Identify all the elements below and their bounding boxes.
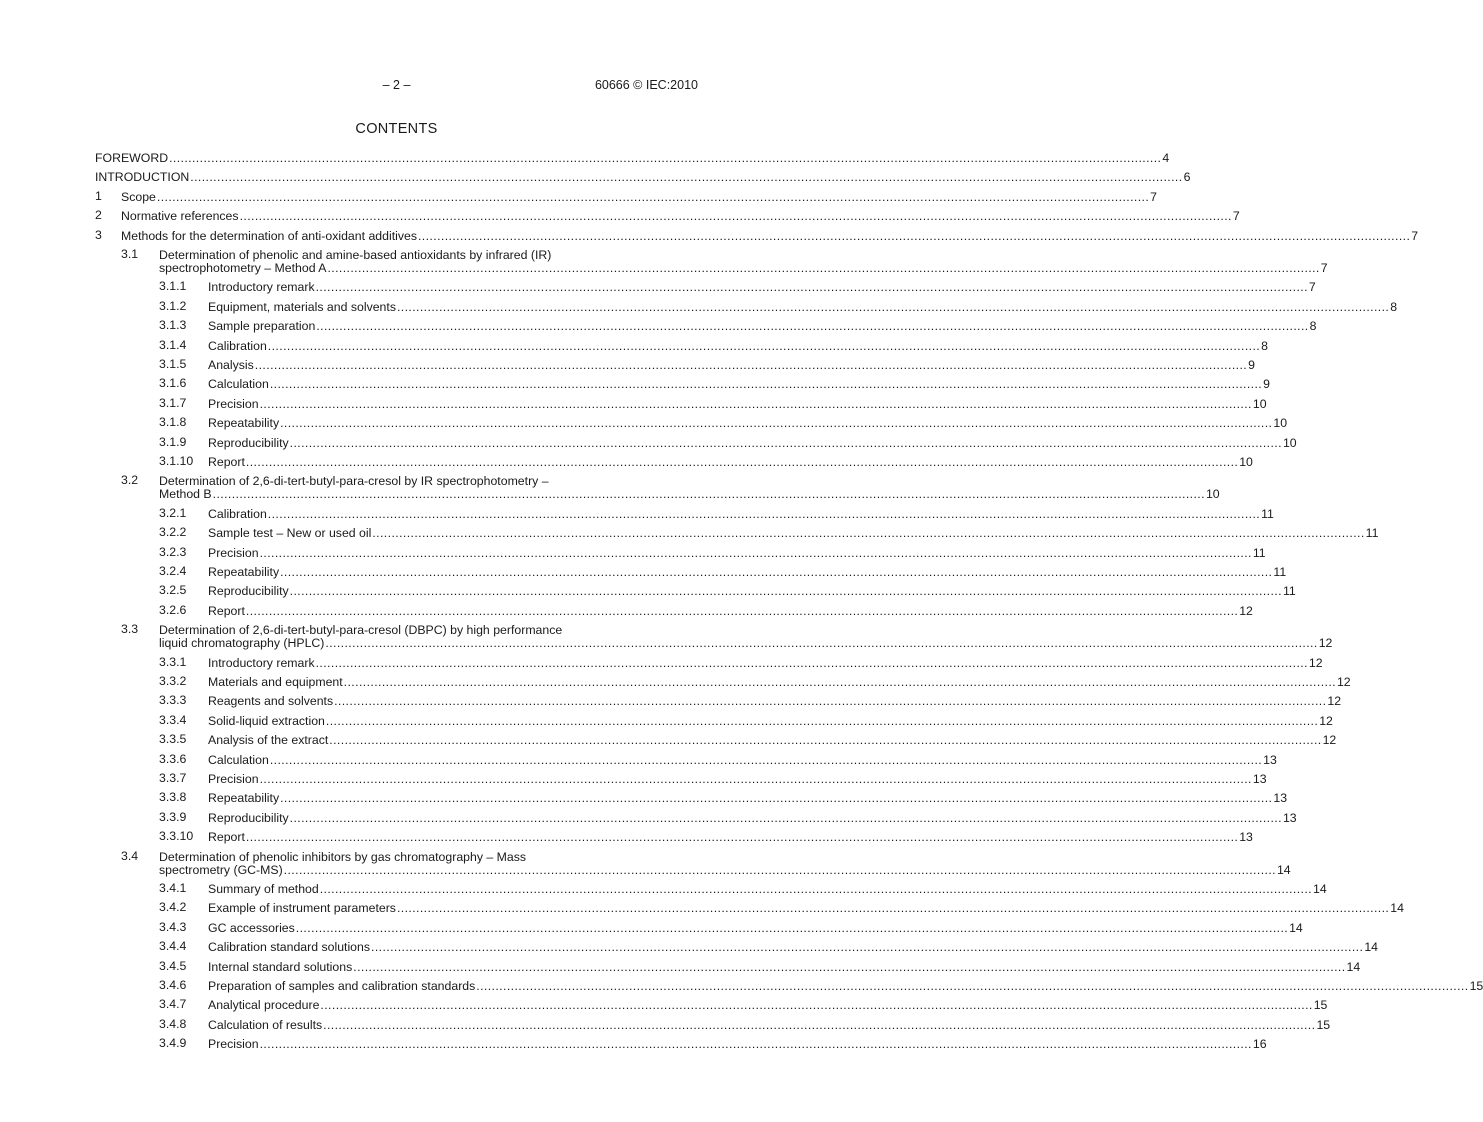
toc-section-number: 3.3.9 [159,809,187,824]
toc-entry[interactable] [95,188,1158,205]
toc-leader-dots: .................................................................................................................................................................................................................................................................... [319,882,1313,896]
toc-entry[interactable] [95,602,1253,619]
toc-section-number: 3.3.10 [159,829,194,844]
toc-page-number: 12 [1308,655,1323,670]
toc-section-number: 3.1.2 [159,298,187,313]
toc-entry-title: Scope [121,189,156,204]
toc-section-number: 1 [95,188,102,203]
toc-leader-dots: .................................................................................................................................................................................................................................................................... [259,772,1252,786]
toc-leader-dots: .................................................................................................................................................................................................................................................................... [315,655,1308,670]
toc-leader-dots: .................................................................................................................................................................................................................................................................... [476,979,1469,993]
toc-leader-dots: .................................................................................................................................................................................................................................................................... [267,338,1261,353]
toc-page-number: 12 [1322,733,1337,748]
toc-entry-title: Precision [208,396,259,411]
toc-leader-dots: .................................................................................................................................................................................................................................................................... [280,416,1273,431]
toc-page-number: 13 [1282,810,1297,825]
toc-section-number: 3.4.6 [159,978,187,992]
toc-entry[interactable] [95,544,1266,561]
toc-leader-dots: .................................................................................................................................................................................................................................................................... [280,565,1273,579]
toc-entry[interactable] [95,674,1351,690]
toc-leader-dots: .................................................................................................................................................................................................................................................................... [353,959,1346,974]
toc-page-number: 4 [1162,151,1170,165]
toc-section-number: 3.4.9 [159,1036,187,1051]
toc-page-number: 13 [1239,830,1253,845]
toc-leader-dots: .................................................................................................................................................................................................................................................................... [329,733,1322,748]
toc-entry-title: Summary of method [208,882,319,896]
toc-page-number: 6 [1183,170,1191,185]
toc-entry-title: Repeatability [208,565,280,579]
toc-entry-title-line: Determination of 2,6-di-tert-butyl-para-cresol (DBPC) by high performance [159,623,563,638]
toc-section-number: 3.3.7 [159,771,187,785]
toc-leader-dots: .................................................................................................................................................................................................................................................................... [245,455,1239,469]
toc-entry-title: Calculation of results [208,1017,323,1032]
toc-page-number: 9 [1248,358,1255,372]
toc-section-number: 3.1.7 [159,395,187,410]
toc-leader-dots: .................................................................................................................................................................................................................................................................... [245,830,1239,845]
toc-leader-dots: .................................................................................................................................................................................................................................................................... [156,189,1150,204]
toc-entry[interactable] [95,357,1255,373]
toc-section-number: 3.1.5 [159,357,187,371]
toc-section-number: 3.1.6 [159,376,187,391]
toc-entry-title: Report [208,830,245,845]
toc-leader-dots: .................................................................................................................................................................................................................................................................... [327,261,1320,275]
toc-page-number: 8 [1261,338,1268,353]
toc-entry-title: FOREWORD [95,151,169,165]
toc-entry-title: Equipment, materials and solvents [208,299,396,314]
toc-entry[interactable] [95,848,1291,878]
toc-section-number: 3.1.10 [159,454,194,468]
page-title: CONTENTS [355,121,438,137]
toc-entry-title: Report [208,455,245,469]
toc-entry-title: Normative references [121,209,239,224]
toc-entry-title: Analysis of the extract [208,733,329,748]
toc-entry[interactable] [95,622,1333,651]
toc-page-number: 15 [1469,979,1483,993]
toc-section-number: 3.1.8 [159,415,187,430]
toc-leader-dots: .................................................................................................................................................................................................................................................................... [267,506,1261,521]
toc-section-number: 3.3.5 [159,732,187,747]
toc-page-number: 8 [1309,319,1317,334]
toc-page-number: 14 [1276,862,1291,877]
toc-page-number: 10 [1205,487,1220,502]
toc-entry-title: Reagents and solvents [208,694,334,709]
toc-leader-dots: .................................................................................................................................................................................................................................................................... [371,940,1364,955]
toc-leader-dots: .................................................................................................................................................................................................................................................................... [417,228,1411,243]
toc-entry[interactable] [95,208,1240,224]
toc-page-number: 12 [1319,713,1333,728]
toc-section-number: 3.3.2 [159,674,187,688]
toc-entry-title: Introductory remark [208,655,315,670]
toc-page-number: 12 [1327,694,1342,709]
toc-page-number: 7 [1308,280,1316,295]
toc-entry-title-line: Determination of 2,6-di-tert-butyl-para-cresol by IR spectrophotometry – [159,474,549,489]
toc-entry[interactable] [95,298,1398,315]
toc-section-number: 3.2.3 [159,544,187,559]
toc-entry[interactable] [95,247,1328,276]
toc-page-number: 10 [1239,455,1253,469]
toc-section-number: 3.1 [121,247,139,261]
toc-page-number: 7 [1150,189,1158,204]
toc-section-number: 3.4.4 [159,939,187,954]
toc-entry[interactable] [95,809,1297,826]
toc-page-number: 12 [1336,675,1351,689]
toc-entry[interactable] [95,693,1342,709]
toc-section-number: 3.3.3 [159,693,187,708]
toc-section-number: 3.2.5 [159,583,187,598]
toc-page-number: 11 [1365,526,1379,541]
toc-page-number: 10 [1252,396,1267,411]
toc-page-number: 10 [1282,435,1297,450]
toc-page-number: 14 [1346,959,1361,974]
toc-entry[interactable] [95,473,1220,502]
toc-section-number: 3.3.8 [159,790,187,805]
toc-leader-dots: .................................................................................................................................................................................................................................................................... [343,675,1336,689]
toc-section-number: 3.3.1 [159,654,187,669]
toc-section-number: 3.1.1 [159,279,187,294]
toc-page-number: 12 [1318,636,1333,651]
toc-entry-title: Calibration [208,338,267,353]
toc-entry[interactable] [95,583,1296,599]
toc-entry-title: Preparation of samples and calibration standards [208,979,476,993]
toc-leader-dots: .................................................................................................................................................................................................................................................................... [396,901,1390,916]
toc-entry[interactable] [95,227,1419,244]
toc-section-number: 3.4.1 [159,881,187,895]
toc-entry[interactable] [95,1036,1267,1052]
toc-entry[interactable] [95,505,1274,522]
toc-section-number: 3.2.2 [159,525,187,540]
toc-entry[interactable] [95,997,1328,1013]
toc-entry-title: spectrophotometry – Method A [159,261,327,275]
toc-entry[interactable] [95,415,1288,431]
toc-section-number: 3.3.4 [159,712,187,727]
toc-entry[interactable] [95,751,1277,768]
toc-entry-title: Analysis [208,358,254,372]
toc-entry-title: Sample test – New or used oil [208,526,372,541]
toc-entry-title: Solid-liquid extraction [208,713,325,728]
toc-leader-dots: .................................................................................................................................................................................................................................................................... [315,280,1308,295]
toc-entry-title: INTRODUCTION [95,170,190,185]
toc-page-number: 13 [1263,752,1277,767]
toc-entry-title: Analytical procedure [208,998,320,1013]
toc-page-number: 11 [1282,584,1296,599]
toc-entry[interactable] [95,1016,1331,1033]
toc-section-number: 3.2 [121,473,139,488]
toc-leader-dots: .................................................................................................................................................................................................................................................................... [396,299,1390,314]
toc-entry-title: Calculation [208,752,269,767]
toc-section-number: 3.2.4 [159,564,187,578]
toc-entry-title: Materials and equipment [208,675,343,689]
toc-entry[interactable] [95,712,1333,729]
toc-page-number: 7 [1320,261,1328,275]
toc-leader-dots: .................................................................................................................................................................................................................................................................... [289,810,1282,825]
toc-entry[interactable] [95,978,1483,994]
toc-entry[interactable] [95,395,1267,412]
toc-page-number: 15 [1316,1017,1331,1032]
toc-leader-dots: .................................................................................................................................................................................................................................................................... [283,862,1276,877]
toc-entry[interactable] [95,919,1303,936]
toc-leader-dots: .................................................................................................................................................................................................................................................................... [269,377,1263,392]
toc-section-number: 3.3 [121,622,139,637]
toc-leader-dots: .................................................................................................................................................................................................................................................................... [372,526,1365,541]
toc-section-number: 3.4.7 [159,997,187,1012]
toc-leader-dots: .................................................................................................................................................................................................................................................................... [295,920,1289,935]
toc-page-number: 14 [1289,920,1303,935]
toc-entry-title: Calibration standard solutions [208,940,371,955]
toc-entry-title: liquid chromatography (HPLC) [159,636,325,651]
toc-entry-title: Methods for the determination of anti-oxidant additives [121,228,417,243]
toc-leader-dots: .................................................................................................................................................................................................................................................................... [280,791,1273,806]
toc-entry-title: GC accessories [208,920,295,935]
toc-entry-title: Repeatability [208,791,280,806]
toc-leader-dots: .................................................................................................................................................................................................................................................................... [289,435,1282,450]
toc-leader-dots: .................................................................................................................................................................................................................................................................... [169,151,1162,165]
toc-entry-title: Reproducibility [208,810,289,825]
toc-page-number: 13 [1252,772,1267,786]
toc-page-number: 11 [1252,545,1266,560]
toc-entry-title: Internal standard solutions [208,959,353,974]
toc-section-number: 3.4.3 [159,919,187,934]
toc-leader-dots: .................................................................................................................................................................................................................................................................... [259,396,1252,411]
toc-section-number: 3.1.3 [159,318,187,333]
toc-entry[interactable] [95,900,1404,916]
toc-entry-title: Repeatability [208,416,280,431]
toc-entry[interactable] [95,337,1268,354]
toc-entry[interactable] [95,318,1317,334]
toc-entry[interactable] [95,829,1253,845]
toc-entry[interactable] [95,169,1191,185]
toc-section-number: 2 [95,208,102,223]
toc-page-number: 14 [1390,901,1404,916]
toc-entry-title: Precision [208,772,259,786]
toc-page-number: 13 [1273,791,1288,806]
toc-page-number: 9 [1263,377,1270,392]
toc-entry-title: Report [208,603,245,618]
toc-entry[interactable] [95,771,1267,787]
toc-leader-dots: .................................................................................................................................................................................................................................................................... [259,1037,1252,1052]
toc-section-number: 3.4.5 [159,958,187,973]
toc-page-number: 14 [1313,882,1327,896]
toc-entry-title: Reproducibility [208,435,289,450]
toc-entry-title-line: Determination of phenolic inhibitors by gas chromatography – Mass [159,849,527,864]
toc-leader-dots: .................................................................................................................................................................................................................................................................... [254,358,1248,372]
toc-leader-dots: .................................................................................................................................................................................................................................................................... [325,636,1318,651]
toc-leader-dots: .................................................................................................................................................................................................................................................................... [190,170,1183,185]
page-number-header: – 2 – [382,78,411,92]
toc-leader-dots: .................................................................................................................................................................................................................................................................... [316,319,1309,334]
toc-entry[interactable] [95,654,1323,671]
toc-entry-title: Introductory remark [208,280,315,295]
toc-entry[interactable] [95,732,1337,748]
toc-section-number: 3.1.9 [159,434,187,449]
toc-page-number: 11 [1261,506,1274,521]
toc-entry-title: Example of instrument parameters [208,901,396,916]
toc-entry[interactable] [95,958,1361,975]
toc-entry[interactable] [95,790,1288,806]
toc-page-number: 10 [1273,416,1288,431]
toc-leader-dots: .................................................................................................................................................................................................................................................................... [289,584,1282,599]
toc-section-number: 3.4.2 [159,900,187,915]
toc-entry[interactable] [95,150,1170,166]
toc-page-number: 15 [1313,998,1328,1013]
toc-entry-title: Calibration [208,506,267,521]
toc-section-number: 3.2.1 [159,505,187,520]
toc-entry-title: Method B [159,487,212,502]
toc-leader-dots: .................................................................................................................................................................................................................................................................... [245,603,1239,618]
toc-entry-title: Reproducibility [208,584,289,599]
toc-entry[interactable] [95,564,1287,580]
standard-reference-header: 60666 © IEC:2010 [594,78,698,92]
toc-leader-dots: .................................................................................................................................................................................................................................................................... [239,209,1232,224]
toc-section-number: 3.2.6 [159,602,187,617]
toc-leader-dots: .................................................................................................................................................................................................................................................................... [323,1017,1316,1032]
toc-section-number: 3 [95,227,102,242]
toc-leader-dots: .................................................................................................................................................................................................................................................................... [334,694,1327,709]
toc-leader-dots: .................................................................................................................................................................................................................................................................... [320,998,1313,1013]
toc-entry-title: Sample preparation [208,319,316,334]
toc-entry[interactable] [95,881,1327,897]
toc-entry[interactable] [95,376,1270,392]
toc-entry[interactable] [95,434,1297,451]
toc-page-number: 14 [1364,940,1378,955]
toc-entry-title-line: Determination of phenolic and amine-based antioxidants by infrared (IR) [159,248,552,262]
toc-entry[interactable] [95,525,1379,541]
toc-section-number: 3.4.8 [159,1016,187,1031]
toc-entry-title: Calculation [208,377,269,392]
toc-page-number: 8 [1390,299,1398,314]
toc-section-number: 3.3.6 [159,751,187,766]
toc-page-number: 7 [1232,209,1240,224]
toc-entry-title: Precision [208,1037,259,1052]
toc-entry[interactable] [95,454,1253,470]
toc-entry-title: spectrometry (GC-MS) [159,862,283,877]
toc-entry[interactable] [95,279,1316,295]
toc-leader-dots: .................................................................................................................................................................................................................................................................... [259,545,1252,560]
toc-page-number: 7 [1411,228,1419,243]
toc-entry-title: Precision [208,545,259,560]
toc-section-number: 3.4 [121,848,139,863]
toc-leader-dots: .................................................................................................................................................................................................................................................................... [212,487,1205,502]
toc-page-number: 16 [1252,1037,1267,1052]
toc-leader-dots: .................................................................................................................................................................................................................................................................... [325,713,1319,728]
toc-leader-dots: .................................................................................................................................................................................................................................................................... [269,752,1263,767]
toc-entry[interactable] [95,939,1378,955]
toc-section-number: 3.1.4 [159,337,187,352]
toc-page-number: 11 [1273,565,1287,579]
toc-page-number: 12 [1239,603,1253,618]
